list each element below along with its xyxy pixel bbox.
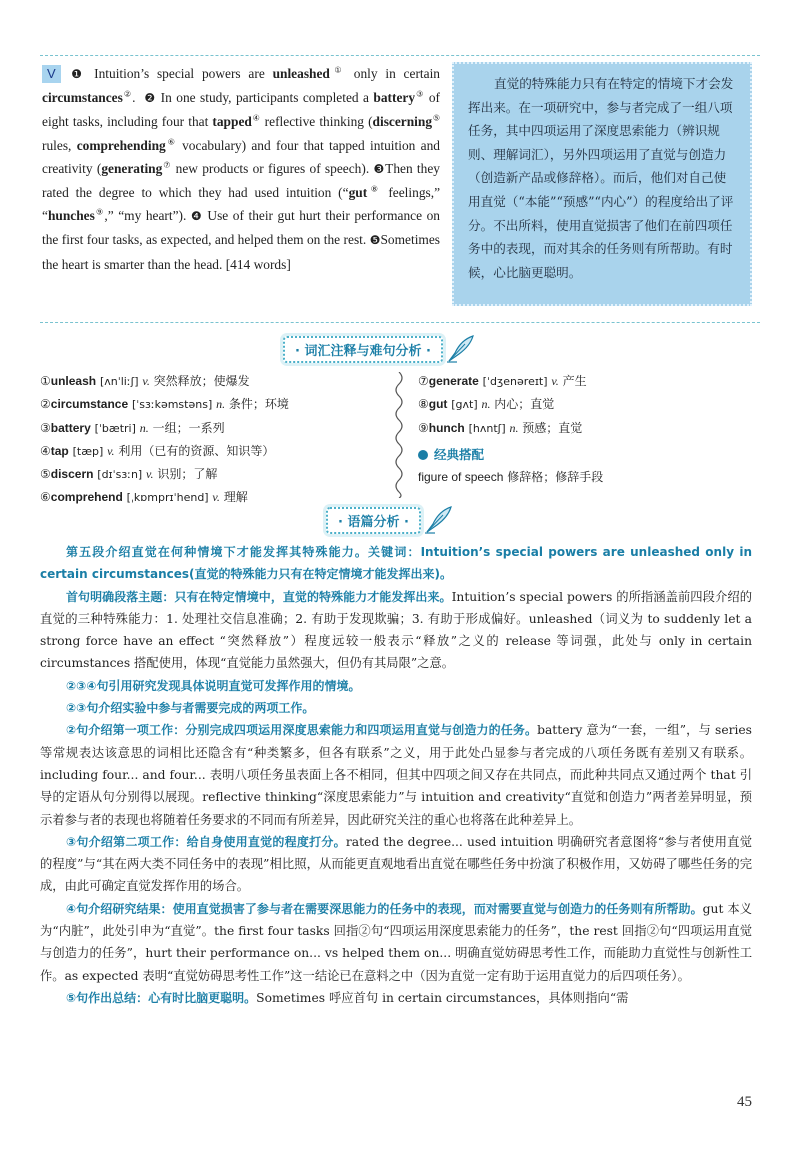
vocab-item: ⑧gut [gʌt] n. 内心；直觉 bbox=[418, 397, 555, 412]
vocab-item: ②circumstance [ˈsɜːkəmstəns] n. 条件；环境 bbox=[40, 397, 289, 412]
analysis-text: gut 本义为“内脏”，此处引申为“直觉”。the first four tasks 回指②句“四项运用深度思索能力的任务”，the rest 回指②句“四项运用直觉与创造力的任务”，hurt their performance on... vs helped them on... 明确直觉妨碍思考性工作，而能助力直觉性与创新性工作。as expected 表明“直觉妨碍思考性工作”这一结论已在意料之中（因为直觉一定有助于运用直觉力的后四项任务）。 bbox=[40, 901, 752, 983]
definition: 预感；直觉 bbox=[522, 420, 583, 435]
analysis-paragraph bbox=[40, 541, 752, 586]
sentence-number: ❷ bbox=[144, 91, 157, 106]
analysis-highlight: ②句介绍第一项工作：分别完成四项运用深度思索能力和四项运用直觉与创造力的任务。 bbox=[66, 723, 538, 738]
sentence-number: ❶ bbox=[66, 67, 87, 81]
phonetic: [tæp] bbox=[72, 444, 104, 458]
footnote-ref: ④ bbox=[251, 113, 261, 123]
analysis-text: rated the degree... used intuition 明确研究者意图将“参与者使用直觉的程度”与“其在两大类不同任务中的表现”相比照，从而能更直观地看出直觉在哪些任务中扮演了积极作用，又妨碍了哪些任务的完成，由此可确定直觉发挥作用的场合。 bbox=[40, 834, 752, 894]
collocation-definition: 修辞格；修辞手段 bbox=[507, 470, 604, 485]
sentence-text: of eight tasks, including four that bbox=[42, 90, 440, 130]
vocab-item: ③battery [ˈbætri] n. 一组；一系列 bbox=[40, 420, 225, 435]
vocab-word: hunches bbox=[47, 208, 95, 224]
part-of-speech: n. bbox=[509, 420, 519, 435]
vocab-term: generate bbox=[428, 374, 479, 388]
vocab-term: unleash bbox=[50, 374, 97, 388]
vocab-list-left bbox=[40, 370, 385, 510]
analysis-highlight: 第五段介绍直觉在何种情境下才能发挥其特殊能力。关键词：Intuition’s special powers are unleashed only in certain circumstances(直觉的特殊能力只有在特定情境才能发挥出来)。 bbox=[40, 545, 752, 582]
vocab-term: hunch bbox=[428, 420, 465, 435]
footnote-ref: ① bbox=[329, 65, 346, 75]
sentence-text: Then they rated the degree to which they had used intuition (“ bbox=[42, 160, 440, 201]
top-divider bbox=[40, 55, 760, 56]
phonetic: [ʌnˈliːʃ] bbox=[99, 375, 139, 388]
definition: 理解 bbox=[223, 490, 248, 505]
collocation-heading bbox=[418, 444, 758, 466]
vocab-banner bbox=[283, 334, 475, 364]
phonetic: [ˌkɒmprɪˈhend] bbox=[126, 491, 209, 505]
word-count: [414 words] bbox=[225, 256, 291, 272]
sentence-text: In one study, participants completed a bbox=[160, 90, 374, 106]
analysis-highlight: ④句介绍研究结果：使用直觉损害了参与者在需要深思能力的任务中的表现，而对需要直觉与创造力的任务则有所帮助。 bbox=[66, 901, 703, 916]
analysis-paragraph bbox=[40, 987, 752, 1009]
sentence-text: ,” “my heart”). bbox=[104, 208, 187, 224]
vocab-term: battery bbox=[50, 420, 91, 435]
vocab-list-right bbox=[418, 370, 758, 488]
definition: 产生 bbox=[562, 374, 587, 388]
footnote-ref: ⑤ bbox=[432, 113, 440, 123]
vocab-banner-title: · 词汇注释与难句分析 · bbox=[283, 336, 443, 363]
analysis-highlight: 首句明确段落主题：只有在特定情境中，直觉的特殊能力才能发挥出来。 bbox=[66, 589, 452, 604]
vocab-term: circumstance bbox=[50, 397, 129, 412]
vocab-term: discern bbox=[50, 467, 94, 482]
vocab-item: ⑨hunch [hʌntʃ] n. 预感；直觉 bbox=[418, 420, 583, 435]
sentence-number: ❺ bbox=[369, 233, 381, 248]
part-of-speech: v. bbox=[107, 443, 115, 458]
analysis-highlight: ⑤句作出总结：心有时比脑更聪明。 bbox=[66, 990, 257, 1005]
part-of-speech: n. bbox=[481, 397, 491, 412]
analysis-banner-title: · 语篇分析 · bbox=[326, 507, 421, 534]
sentence-number: ❹ bbox=[190, 209, 203, 224]
sentence-text: only in certain bbox=[345, 66, 440, 81]
definition: 突然释放；使爆发 bbox=[153, 374, 250, 388]
footnote-ref: ⑧ bbox=[367, 184, 382, 194]
collocation-phrase: figure of speech bbox=[418, 470, 504, 485]
collocation-item bbox=[418, 466, 758, 488]
quill-pen-icon bbox=[445, 334, 475, 364]
phonetic: [gʌt] bbox=[451, 398, 478, 412]
definition: 条件；环境 bbox=[228, 397, 289, 412]
translation-box bbox=[452, 62, 752, 306]
definition: 利用（已有的资源、知识等） bbox=[118, 443, 275, 458]
analysis-paragraph bbox=[40, 719, 752, 830]
analysis-text: Sometimes 呼应首句 in certain circumstances，具体则指向“需 bbox=[256, 990, 629, 1005]
definition: 识别；了解 bbox=[157, 467, 218, 482]
definition: 一组；一系列 bbox=[152, 420, 225, 435]
page-number: 45 bbox=[737, 1094, 752, 1110]
sentence-text: Intuition’s special powers are bbox=[94, 66, 273, 81]
vocab-item: ⑦generate [ˈdʒenəreɪt] v. 产生 bbox=[418, 374, 587, 388]
sentence-text: Sometimes the heart is smarter than the head. bbox=[42, 232, 440, 272]
analysis-highlight: ②③④句引用研究发现具体说明直觉可发挥作用的情境。 bbox=[66, 678, 361, 693]
phonetic: [ˈsɜːkəmstəns] bbox=[131, 398, 213, 412]
sentence-number: ❸ bbox=[373, 161, 386, 176]
analysis-highlight: ③句介绍第二项工作：给自身使用直觉的程度打分。 bbox=[66, 834, 346, 849]
sentence-text: reflective thinking ( bbox=[260, 114, 373, 130]
analysis-highlight: ②③句介绍实验中参与者需要完成的两项工作。 bbox=[66, 701, 315, 716]
collocation-title: 经典搭配 bbox=[434, 446, 485, 462]
sentence-text: vocabulary) and four that tapped intuition and creativity ( bbox=[42, 137, 440, 176]
footnote-ref: ⑨ bbox=[94, 207, 105, 217]
section-label: V bbox=[42, 65, 61, 83]
reading-passage bbox=[42, 62, 440, 276]
sentence-text: Use of their gut hurt their performance on the first four tasks, as expected, and helped them on the rest. bbox=[42, 208, 440, 248]
analysis-text: Intuition’s special powers 的所指涵盖前四段介绍的直觉的三种特殊能力：1. 处理社交信息准确；2. 有助于发现欺骗；3. 有助于形成偏好。unleashed（词义为 to suddenly let a strong force have an effect “突然释放”）程度远较一般表示“释放”之义的 release 等词强，此处与 only in certain circumstances 搭配使用，体现“直觉能力虽然强大，但仍有其局限”之意。 bbox=[40, 589, 752, 671]
vocab-word: tapped bbox=[212, 114, 252, 130]
part-of-speech: v. bbox=[142, 374, 150, 388]
vocab-word: discerning bbox=[372, 114, 433, 130]
analysis-paragraph bbox=[40, 697, 752, 719]
footnote-ref: ⑥ bbox=[165, 137, 177, 147]
analysis-paragraph bbox=[40, 586, 752, 675]
phonetic: [dɪˈsɜːn] bbox=[97, 468, 143, 482]
sentence-text: new products or figures of speech). bbox=[171, 160, 370, 176]
chain-divider bbox=[391, 372, 407, 498]
part-of-speech: n. bbox=[139, 420, 149, 435]
vocab-word: circumstances bbox=[42, 90, 123, 106]
vocab-word: unleashed bbox=[272, 66, 330, 81]
footnote-ref: ⑦ bbox=[162, 160, 172, 170]
analysis-paragraph bbox=[40, 898, 752, 987]
bullet-dot-icon bbox=[418, 450, 428, 460]
analysis-paragraph bbox=[40, 675, 752, 697]
vocab-item: ⑥comprehend [ˌkɒmprɪˈhend] v. 理解 bbox=[40, 490, 248, 505]
phonetic: [ˈdʒenəreɪt] bbox=[482, 375, 548, 388]
vocab-word: gut bbox=[348, 185, 368, 201]
analysis-text: battery 意为“一套，一组”，与 series 等常规表达该意思的词相比还隐含有“种类繁多，但各有联系”之义，用于此处凸显参与者完成的八项任务既有差别又有联系。including four... and four... 表明八项任务虽表面上各不相同，但其中四项之间又存在共同点，而此种共同点又通过两个 that 引导的定语从句分别得以展现。reflective thinking“深度思索能力”与 intuition and creativity“直觉和创造力”两者差异明显，预示着参与者的表现也将随着任务要求的不同而有所差异，因此研究关注的重心也将落在此种差异上。 bbox=[40, 723, 752, 827]
footnote-ref: ② bbox=[122, 89, 133, 99]
sentence-text: feelings,” “ bbox=[42, 185, 441, 224]
sentence-text: rules, bbox=[42, 137, 77, 153]
vocab-term: tap bbox=[50, 443, 69, 458]
translation-text: 直觉的特殊能力只有在特定的情境下才会发挥出来。在一项研究中，参与者完成了一组八项任务，其中四项运用了深度思索能力（辨识规则、理解词汇），另外四项运用了直觉与创造力（创造新产品或修辞格）。而后，他们对自己使用直觉（“本能”“预感”“内心”）的程度给出了评分。不出所料，使用直觉损害了他们在前四项任务中的表现，而对其余的任务则有所帮助。有时候，心比脑更聪明。 bbox=[468, 76, 734, 280]
middle-divider bbox=[40, 322, 760, 323]
analysis-banner bbox=[326, 505, 453, 535]
analysis-paragraph bbox=[40, 831, 752, 898]
definition: 内心；直觉 bbox=[494, 397, 555, 412]
part-of-speech: v. bbox=[551, 374, 559, 388]
vocab-term: comprehend bbox=[50, 490, 123, 505]
phonetic: [hʌntʃ] bbox=[468, 421, 506, 435]
quill-pen-icon bbox=[423, 505, 453, 535]
vocab-item: ⑤discern [dɪˈsɜːn] v. 识别；了解 bbox=[40, 467, 218, 482]
analysis-section bbox=[40, 541, 752, 1009]
vocab-item: ①unleash [ʌnˈliːʃ] v. 突然释放；使爆发 bbox=[40, 374, 250, 388]
part-of-speech: v. bbox=[146, 467, 154, 482]
vocab-word: battery bbox=[373, 90, 416, 106]
footnote-ref: ③ bbox=[415, 89, 425, 99]
phonetic: [ˈbætri] bbox=[94, 421, 136, 435]
vocab-item: ④tap [tæp] v. 利用（已有的资源、知识等） bbox=[40, 443, 275, 458]
vocab-word: comprehending bbox=[76, 137, 166, 153]
part-of-speech: v. bbox=[212, 490, 220, 505]
sentence-text: . bbox=[132, 90, 136, 106]
vocab-word: generating bbox=[101, 160, 163, 176]
vocab-term: gut bbox=[428, 397, 448, 412]
part-of-speech: n. bbox=[216, 397, 226, 412]
